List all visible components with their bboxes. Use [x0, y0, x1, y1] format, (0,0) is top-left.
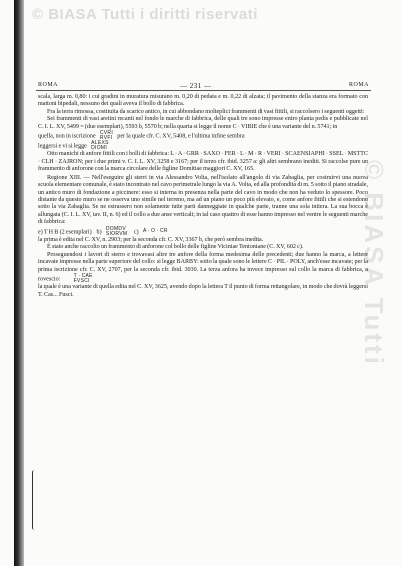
inline-text: per la quale cfr. C. XV, 5408, e l'ultima infine sembra: [117, 133, 245, 140]
paragraph: la prima è edita nel C. XV, n. 2903; per la seconda cfr. C. XV, 3367 b, che però sembra inedita.: [38, 236, 264, 243]
watermark-side-text: © BIASA Tutti: [359, 160, 389, 367]
stamp-row-c-prefix: c): [133, 229, 139, 236]
running-header-left: ROMA: [38, 82, 59, 88]
stamp-line: SIORVM: [105, 230, 128, 237]
stamp-row: [38, 227, 368, 237]
page-number: — 231 —: [180, 82, 212, 90]
stamp-aocr: A · O · CR: [142, 228, 168, 235]
running-header-right: ROMA: [348, 82, 369, 88]
stamp-alexs: [91, 141, 109, 151]
paragraph-regione: Regione XIII. — Nell'eseguire gli sterri in via Alessandro Volta, nell'isolato all'angolo di via Zabaglia, per costruirvi una nuova scuola elementare comunale, è stato incontrato nel cavo perimetrale lungo la via A. Volta, ed alla profondità di m. 5 sotto il piano stradale, un antico muro di fondazione a piccinere: esso si interna in presenza nella parte del cavo in modo che non ha veduto lo spessore. Poco distante da questo muro se ne osserva uno simile nel terreno, ma ad un piano un poco più elevato, e, come anfore fittili che si estendono sotto la via Zabaglia. Se ne estrassero non solamente tutte parti danneggiate in qualche parte, tranne una sola intiera. La sua bocca è allungata (C. I. L. XV, tav. II, n. 6) ed il collo a due anse verticali; in tal caso quattro di esse hanno impresso nel ventre le seguenti marche di fabbrica:: [38, 174, 368, 226]
margin-pen-mark: [32, 470, 37, 530]
inline-text: quella, non in iscrizione: [38, 133, 96, 140]
stamp-domdv: [106, 227, 127, 237]
inline-text: leggersi e vi si legge: [38, 143, 87, 150]
header-rule: [36, 90, 371, 91]
stamp-line: DOMDV: [105, 225, 126, 232]
stamp-line: DIOMI: [91, 145, 108, 152]
paragraph-with-stamp: [38, 141, 368, 151]
paragraph: Sei frammenti di vasi aretini recanti nel fondo le marche di fabbrica, delle quali tre sono impresse entro planta pedis e pubblicate nel C. I. L. XV, 5499 = (due esemplari), 5593 b, 5570 b; nella quarta si legge il nome C · VIBIE che è una variante del n. 5741; in: [38, 116, 368, 130]
paragraph: la quale è una variante di quella edita nel C. XV, 3625, avendo dopo la lettera T il punto di forma rettangolare, in modo che dovrà leggersi T. Cas... Fusci.: [38, 284, 368, 298]
stamp-row-b-prefix: b): [96, 229, 102, 236]
watermark-copyright: © BIASA Tutti i diritti riservati: [32, 6, 258, 23]
page-binding-edge: [14, 0, 24, 566]
stamp-line: RVFI: [99, 135, 113, 142]
stamp-line: ALEXS: [91, 140, 109, 147]
stamp-row-count: (2 esemplari): [59, 229, 92, 236]
paragraph: È stato anche raccolto un frammento di anforone col bollo delle figline Viciniae Tentoniane (C. XV, 602 c).: [47, 244, 304, 251]
paragraph: Otto manichi di anfore fittili con i bolli di fabbrica: L · A · GRR · SAXO · FER · L · M · R · VERI · SCAENSIAPHI · SSEL · MSTTC · CLH · ZAJRON; per i due primi v. C. I. L. XV, 3258 e 3167; per il terzo cfr. ibid. 3257 a: gli altri sembrano inediti. Si raccolse pure un frammento di anforone con la marca circolare delle figline Domitiae maggiori C. XV, 165.: [38, 151, 369, 173]
stamp-tcae: [65, 274, 93, 284]
paragraph: Fra la terra rimossa, costituita da scarico antico, in cui abbondano molteplici frammenti di vasi fittili, si raccolsero i seguenti oggetti:: [47, 108, 365, 115]
paragraph-with-stamp: [38, 131, 368, 141]
stamp-line: T · CAE: [73, 273, 93, 280]
inline-text: Proseguendosi i lavori di sterro e trovavasi altre tre anfore della forma medesima delle precedenti; due hanno la marca, a lettere incavate impresse nella parte superiore del collo: si legge BARBY: sotto la quale sono le lettere C · PIL · POLY, anch'esse incavate; per la prima iscrizione cfr. C. XV, 2707, per la seconda cfr. ibid. 3030. La terza anfora ha invece impresso sul collo la marca di fabbrica, a rovescio:: [38, 251, 368, 283]
paragraph: scala, larga m. 0,80: i cui gradini in muratura misurano m. 0,20 di pedata e m. 0,22 di alzata; il pavimento della stanza era formato con mattoni bipedali, nessuno dei quali aveva il bollo di fabbrica.: [38, 94, 368, 108]
article-body: [38, 94, 368, 299]
paragraph-with-stamp: [38, 252, 368, 284]
stamp-row-label: e) T H B: [38, 229, 59, 236]
stamp-line: CVRI: [99, 130, 114, 137]
stamp-line: FVSCI: [73, 278, 90, 285]
